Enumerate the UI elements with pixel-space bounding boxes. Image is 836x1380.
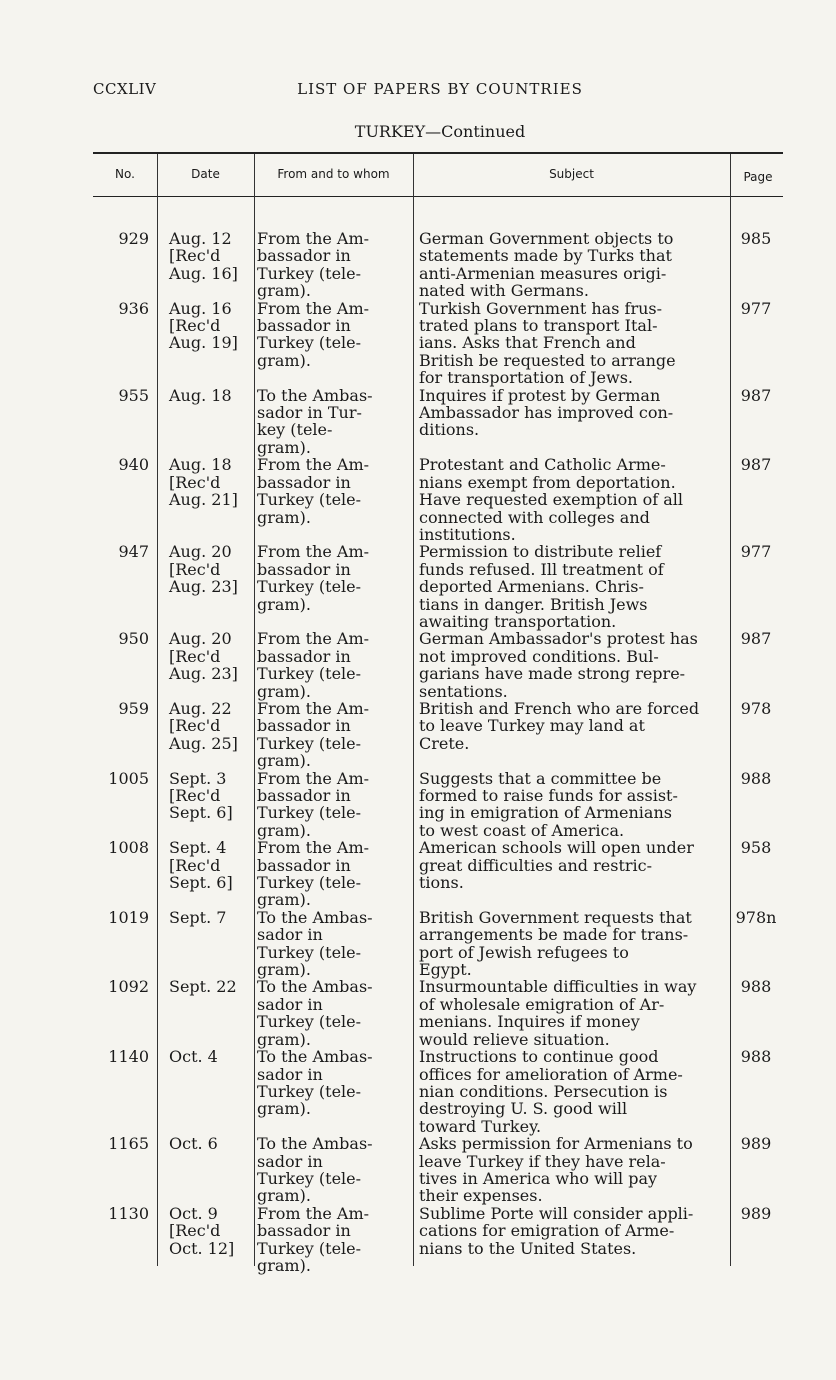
paper-from-to-line: bassador in — [257, 472, 351, 492]
paper-from-to — [249, 839, 409, 909]
paper-number-line: 1165 — [108, 1134, 149, 1154]
paper-subject-line: Ambassador has improved con- — [419, 403, 674, 423]
paper-subject-line: Instructions to continue good — [419, 1047, 659, 1067]
paper-number — [93, 1205, 157, 1275]
paper-from-to-line: Turkey (tele- — [257, 1238, 362, 1258]
paper-from-to — [249, 230, 409, 300]
paper-date — [157, 839, 249, 909]
running-title: LIST OF PAPERS BY COUNTRIES — [297, 80, 583, 98]
paper-number-line: 1140 — [108, 1047, 149, 1067]
paper-date — [157, 543, 249, 630]
paper-page-line: 977 — [740, 298, 772, 318]
paper-subject-line: Egypt. — [419, 960, 472, 980]
paper-subject-line: tives in America who will pay — [419, 1168, 658, 1188]
paper-subject-line: awaiting transportation. — [419, 611, 617, 631]
paper-date-line: Sept. 6] — [169, 803, 233, 823]
paper-subject — [409, 978, 729, 1048]
paper-subject-line: leave Turkey if they have rela- — [419, 1151, 666, 1171]
paper-from-to-line: gram). — [257, 1099, 311, 1119]
paper-subject-line: their expenses. — [419, 1186, 543, 1206]
paper-subject-line: connected with colleges and — [419, 507, 650, 527]
paper-from-to-line: bassador in — [257, 246, 351, 266]
paper-subject-line: great difficulties and restric- — [419, 855, 653, 875]
paper-from-to — [249, 909, 409, 979]
paper-from-to-line: sador in — [257, 1064, 323, 1084]
paper-number-line: 940 — [118, 455, 149, 475]
paper-page-line: 989 — [740, 1134, 772, 1154]
paper-number-line: 947 — [118, 542, 149, 562]
paper-page — [729, 456, 783, 543]
paper-number-line: 1092 — [108, 977, 149, 997]
paper-subject-line: nian conditions. Persecution is — [419, 1081, 668, 1101]
paper-subject-line: Permission to distribute relief — [419, 542, 662, 562]
paper-page-line: 988 — [740, 1047, 772, 1067]
paper-date-line: Sept. 7 — [169, 907, 227, 927]
paper-page — [729, 1205, 783, 1275]
paper-from-to-line: Turkey (tele- — [257, 733, 362, 753]
paper-from-to-line: From the Am- — [257, 542, 370, 562]
paper-subject-line: tions. — [419, 873, 464, 893]
table-top-rule — [93, 152, 783, 154]
paper-subject-line: port of Jewish refugees to — [419, 942, 629, 962]
paper-page-line: 987 — [740, 385, 772, 405]
paper-page-line: 989 — [740, 1203, 772, 1223]
paper-date-line: Oct. 4 — [169, 1047, 218, 1067]
paper-date-line: Oct. 12] — [169, 1238, 235, 1258]
paper-subject-line: formed to raise funds for assist- — [419, 786, 678, 805]
paper-from-to-line: Turkey (tele- — [257, 333, 362, 353]
paper-subject-line: tians in danger. British Jews — [419, 594, 648, 614]
paper-from-to — [249, 1048, 409, 1135]
papers-table-body — [93, 230, 783, 1274]
paper-date — [157, 978, 249, 1048]
paper-from-to — [249, 770, 409, 840]
table-row — [93, 300, 783, 387]
paper-date-line: Aug. 22 — [169, 698, 232, 718]
paper-from-to-line: gram). — [257, 1186, 311, 1206]
paper-from-to-line: bassador in — [257, 786, 351, 805]
table-row — [93, 700, 783, 770]
paper-subject-line: Have requested exemption of all — [419, 490, 684, 510]
column-header-date: Date — [191, 167, 220, 181]
paper-page-line: 958 — [740, 838, 772, 858]
paper-number-line: 950 — [118, 629, 149, 649]
paper-number — [93, 543, 157, 630]
paper-date-line: [Rec'd — [169, 646, 221, 666]
paper-page-line: 985 — [740, 229, 772, 248]
paper-from-to-line: Turkey (tele- — [257, 1081, 362, 1101]
paper-subject-line: nated with Germans. — [419, 281, 589, 301]
paper-date — [157, 630, 249, 700]
paper-page — [729, 387, 783, 457]
paper-subject-line: nians to the United States. — [419, 1238, 637, 1258]
paper-from-to-line: Turkey (tele- — [257, 490, 362, 510]
paper-number — [93, 839, 157, 909]
paper-subject — [409, 230, 729, 300]
paper-from-to-line: gram). — [257, 281, 311, 301]
paper-from-to-line: sador in — [257, 1151, 323, 1171]
paper-page — [729, 770, 783, 840]
paper-subject-line: arrangements be made for trans- — [419, 925, 689, 945]
paper-date — [157, 300, 249, 387]
paper-page — [729, 1048, 783, 1135]
table-row — [93, 770, 783, 840]
paper-subject-line: nians exempt from deportation. — [419, 472, 676, 492]
paper-page — [729, 839, 783, 909]
paper-page — [729, 909, 783, 979]
paper-date-line: Aug. 12 — [169, 229, 232, 248]
paper-number — [93, 909, 157, 979]
paper-from-to — [249, 1135, 409, 1205]
paper-subject-line: anti-Armenian measures origi- — [419, 263, 667, 283]
paper-number — [93, 770, 157, 840]
paper-subject — [409, 630, 729, 700]
paper-date — [157, 1205, 249, 1275]
paper-subject-line: trated plans to transport Ital- — [419, 316, 658, 336]
paper-date-line: Aug. 16 — [169, 298, 232, 318]
paper-subject-line: Crete. — [419, 733, 470, 753]
paper-from-to-line: From the Am- — [257, 1203, 370, 1223]
paper-page — [729, 978, 783, 1048]
paper-from-to — [249, 300, 409, 387]
table-row — [93, 1205, 783, 1275]
paper-from-to-line: From the Am- — [257, 455, 370, 475]
paper-from-to-line: gram). — [257, 890, 311, 910]
paper-number-line: 959 — [118, 698, 149, 718]
paper-from-to-line: Turkey (tele- — [257, 1012, 362, 1032]
paper-date-line: Aug. 18 — [169, 385, 232, 405]
paper-from-to-line: sador in — [257, 925, 323, 945]
paper-page — [729, 300, 783, 387]
paper-from-to — [249, 700, 409, 770]
paper-from-to-line: Turkey (tele- — [257, 1168, 362, 1188]
paper-subject-line: Asks permission for Armenians to — [419, 1134, 693, 1154]
paper-number-line: 936 — [118, 298, 149, 318]
paper-date-line: Sept. 3 — [169, 768, 227, 788]
paper-subject-line: British Government requests that — [419, 907, 692, 927]
paper-subject-line: American schools will open under — [419, 838, 694, 858]
paper-subject-line: ing in emigration of Armenians — [419, 803, 672, 823]
paper-from-to-line: From the Am- — [257, 838, 370, 858]
paper-date-line: Aug. 16] — [169, 263, 238, 283]
paper-subject — [409, 1205, 729, 1275]
paper-from-to-line: gram). — [257, 507, 311, 527]
paper-date — [157, 700, 249, 770]
paper-from-to-line: sador in Tur- — [257, 403, 362, 423]
paper-page-line: 978n — [735, 907, 777, 927]
paper-from-to-line: gram). — [257, 681, 311, 701]
paper-number-line: 1130 — [108, 1203, 149, 1223]
paper-number — [93, 1048, 157, 1135]
paper-subject — [409, 909, 729, 979]
paper-from-to-line: bassador in — [257, 1221, 351, 1241]
paper-subject-line: offices for amelioration of Arme- — [419, 1064, 683, 1084]
paper-subject-line: British be requested to arrange — [419, 350, 676, 370]
paper-from-to-line: To the Ambas- — [257, 1047, 373, 1067]
paper-number — [93, 978, 157, 1048]
paper-from-to-line: bassador in — [257, 316, 351, 336]
section-title: TURKEY—Continued — [354, 122, 526, 141]
paper-page — [729, 1135, 783, 1205]
paper-subject-line: British and French who are forced — [419, 698, 700, 718]
paper-number-line: 1019 — [108, 907, 149, 927]
paper-from-to — [249, 630, 409, 700]
paper-from-to-line: From the Am- — [257, 229, 370, 248]
paper-number-line: 955 — [118, 385, 149, 405]
paper-date-line: [Rec'd — [169, 1221, 221, 1241]
paper-subject-line: toward Turkey. — [419, 1116, 542, 1136]
paper-date-line: Oct. 9 — [169, 1203, 218, 1223]
paper-from-to-line: bassador in — [257, 646, 351, 666]
paper-number — [93, 230, 157, 300]
page-number: CCXLIV — [93, 80, 157, 98]
paper-from-to-line: Turkey (tele- — [257, 873, 362, 893]
paper-date-line: Sept. 6] — [169, 873, 233, 893]
paper-number-line: 1008 — [108, 838, 149, 858]
paper-from-to-line: From the Am- — [257, 768, 370, 788]
column-header-page: Page — [743, 170, 773, 184]
paper-from-to-line: bassador in — [257, 855, 351, 875]
paper-page-line: 987 — [740, 629, 772, 649]
paper-from-to-line: bassador in — [257, 559, 351, 579]
paper-date-line: Aug. 18 — [169, 455, 232, 475]
paper-number — [93, 456, 157, 543]
paper-number — [93, 630, 157, 700]
paper-date-line: [Rec'd — [169, 316, 221, 336]
table-header-rule — [93, 196, 783, 197]
paper-date-line: [Rec'd — [169, 786, 221, 805]
paper-date-line: [Rec'd — [169, 246, 221, 266]
paper-subject-line: ians. Asks that French and — [419, 333, 636, 353]
paper-date — [157, 456, 249, 543]
paper-from-to-line: gram). — [257, 350, 311, 370]
paper-number — [93, 300, 157, 387]
paper-date — [157, 770, 249, 840]
table-row — [93, 630, 783, 700]
paper-subject-line: menians. Inquires if money — [419, 1012, 640, 1032]
paper-date — [157, 387, 249, 457]
paper-from-to-line: gram). — [257, 820, 311, 840]
paper-date-line: Aug. 25] — [169, 733, 238, 753]
paper-subject-line: Inquires if protest by German — [419, 385, 661, 405]
paper-page-line: 978 — [740, 698, 772, 718]
paper-subject — [409, 1135, 729, 1205]
paper-subject-line: Insurmountable difficulties in way — [419, 977, 697, 997]
paper-page — [729, 700, 783, 770]
paper-subject — [409, 300, 729, 387]
paper-subject-line: for transportation of Jews. — [419, 368, 633, 388]
paper-date — [157, 1135, 249, 1205]
paper-date-line: [Rec'd — [169, 559, 221, 579]
paper-subject-line: destroying U. S. good will — [419, 1099, 628, 1119]
paper-date-line: [Rec'd — [169, 855, 221, 875]
paper-date-line: Sept. 4 — [169, 838, 227, 858]
paper-subject-line: Protestant and Catholic Arme- — [419, 455, 666, 475]
paper-subject — [409, 839, 729, 909]
table-row — [93, 909, 783, 979]
paper-subject — [409, 1048, 729, 1135]
paper-subject-line: Turkish Government has frus- — [419, 298, 663, 318]
paper-subject-line: institutions. — [419, 524, 516, 544]
paper-subject-line: German Ambassador's protest has — [419, 629, 698, 649]
paper-page-line: 988 — [740, 768, 772, 788]
paper-number — [93, 1135, 157, 1205]
table-row — [93, 230, 783, 300]
paper-subject — [409, 770, 729, 840]
paper-date-line: [Rec'd — [169, 472, 221, 492]
paper-from-to-line: gram). — [257, 1255, 311, 1275]
paper-from-to-line: gram). — [257, 960, 311, 980]
paper-from-to — [249, 543, 409, 630]
paper-subject-line: German Government objects to — [419, 229, 674, 248]
paper-subject-line: would relieve situation. — [419, 1029, 610, 1049]
paper-subject-line: cations for emigration of Arme- — [419, 1221, 675, 1241]
column-header-from: From and to whom — [277, 167, 390, 181]
table-row — [93, 387, 783, 457]
table-row — [93, 839, 783, 909]
paper-date — [157, 230, 249, 300]
paper-subject — [409, 700, 729, 770]
paper-from-to-line: Turkey (tele- — [257, 942, 362, 962]
table-row — [93, 978, 783, 1048]
paper-subject — [409, 387, 729, 457]
paper-from-to-line: bassador in — [257, 716, 351, 736]
paper-from-to-line: Turkey (tele- — [257, 263, 362, 283]
paper-subject-line: garians have made strong repre- — [419, 664, 686, 684]
paper-subject-line: funds refused. Ill treatment of — [419, 559, 664, 579]
table-row — [93, 456, 783, 543]
paper-subject-line: to leave Turkey may land at — [419, 716, 645, 736]
paper-subject-line: to west coast of America. — [419, 820, 625, 840]
column-header-subject: Subject — [549, 167, 594, 181]
paper-number — [93, 387, 157, 457]
paper-from-to-line: key (tele- — [257, 420, 333, 440]
paper-subject-line: of wholesale emigration of Ar- — [419, 994, 665, 1014]
paper-from-to-line: gram). — [257, 437, 311, 457]
paper-page-line: 987 — [740, 455, 772, 475]
paper-from-to-line: From the Am- — [257, 698, 370, 718]
paper-from-to-line: Turkey (tele- — [257, 664, 362, 684]
paper-subject-line: not improved conditions. Bul- — [419, 646, 659, 666]
paper-from-to-line: From the Am- — [257, 629, 370, 649]
paper-from-to-line: To the Ambas- — [257, 1134, 373, 1154]
paper-subject-line: Sublime Porte will consider appli- — [419, 1203, 694, 1223]
paper-date-line: Aug. 21] — [169, 490, 238, 510]
paper-from-to-line: Turkey (tele- — [257, 577, 362, 597]
paper-number-line: 929 — [118, 229, 149, 248]
paper-date — [157, 1048, 249, 1135]
paper-date-line: Aug. 23] — [169, 664, 238, 684]
table-row — [93, 543, 783, 630]
paper-from-to-line: To the Ambas- — [257, 385, 373, 405]
paper-from-to — [249, 387, 409, 457]
paper-from-to-line: gram). — [257, 594, 311, 614]
paper-date-line: [Rec'd — [169, 716, 221, 736]
paper-subject-line: deported Armenians. Chris- — [419, 577, 644, 597]
paper-from-to-line: To the Ambas- — [257, 907, 373, 927]
paper-date-line: Oct. 6 — [169, 1134, 218, 1154]
paper-subject-line: statements made by Turks that — [419, 246, 672, 266]
paper-from-to — [249, 456, 409, 543]
paper-date — [157, 909, 249, 979]
paper-subject-line: Suggests that a committee be — [419, 768, 662, 788]
paper-page — [729, 630, 783, 700]
paper-page-line: 988 — [740, 977, 772, 997]
paper-date-line: Aug. 20 — [169, 629, 232, 649]
table-row — [93, 1048, 783, 1135]
paper-page — [729, 543, 783, 630]
paper-subject — [409, 543, 729, 630]
paper-from-to-line: gram). — [257, 1029, 311, 1049]
paper-date-line: Aug. 23] — [169, 577, 238, 597]
paper-from-to-line: Turkey (tele- — [257, 803, 362, 823]
paper-from-to — [249, 1205, 409, 1275]
paper-from-to-line: gram). — [257, 751, 311, 771]
paper-page-line: 977 — [740, 542, 772, 562]
paper-from-to-line: sador in — [257, 994, 323, 1014]
paper-from-to — [249, 978, 409, 1048]
paper-from-to-line: To the Ambas- — [257, 977, 373, 997]
paper-page — [729, 230, 783, 300]
paper-subject — [409, 456, 729, 543]
column-header-no: No. — [115, 167, 135, 181]
table-row — [93, 1135, 783, 1205]
paper-subject-line: sentations. — [419, 681, 508, 701]
paper-date-line: Sept. 22 — [169, 977, 237, 997]
paper-subject-line: ditions. — [419, 420, 480, 440]
paper-from-to-line: From the Am- — [257, 298, 370, 318]
paper-number — [93, 700, 157, 770]
paper-date-line: Aug. 19] — [169, 333, 238, 353]
paper-number-line: 1005 — [108, 768, 149, 788]
paper-date-line: Aug. 20 — [169, 542, 232, 562]
